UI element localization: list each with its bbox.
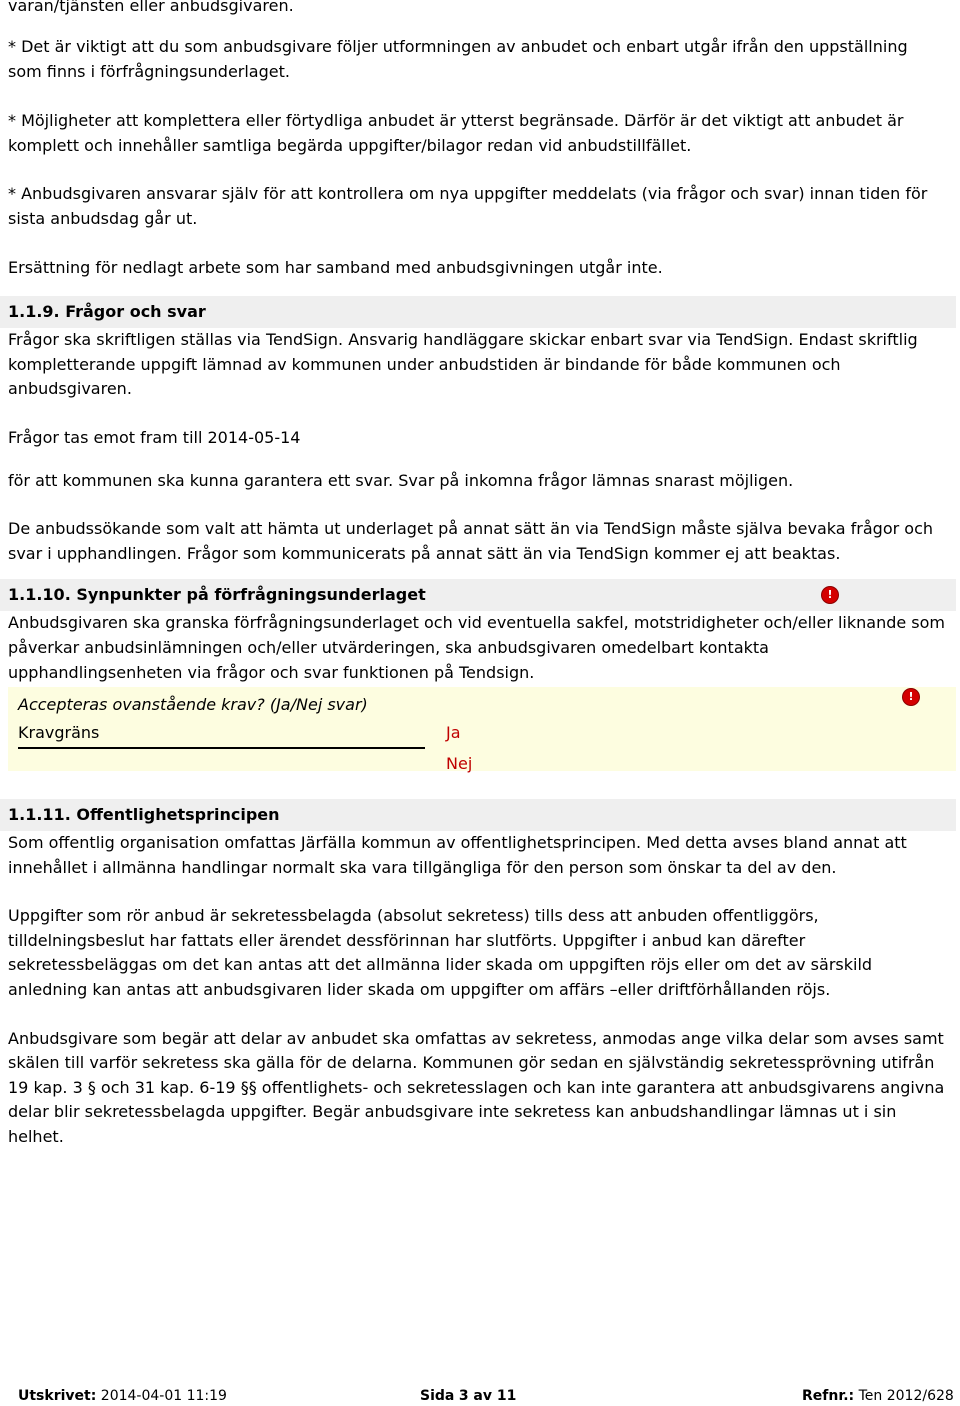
paragraph: Anbudsgivaren ska granska förfrågningsunderlaget och vid eventuella sakfel, motstridigheter och/eller liknande som påverkar anbudsinlämningen och/eller utvärderingen, ska anbudsgivaren omedelbart kontakta upphandlingsenheten via frågor och svar funktionen på Tendsign. <box>8 613 946 682</box>
question-text: Accepteras ovanstående krav? (Ja/Nej svar) <box>18 695 368 715</box>
paragraph: Ersättning för nedlagt arbete som har samband med anbudsgivningen utgår inte. <box>8 257 663 277</box>
page-label: Sida <box>420 1388 455 1404</box>
paragraph: * Möjligheter att komplettera eller förtydliga anbudet är ytterst begränsade. Därför är det viktigt att anbudet är komplett och innehåller samtliga begärda uppgifter/bilagor redan vid anbudstillfället. <box>8 111 904 155</box>
paragraph: Frågor tas emot fram till 2014-05-14 <box>8 427 301 447</box>
warning-icon: ! <box>903 689 919 705</box>
paragraph: * Anbudsgivaren ansvarar själv för att kontrollera om nya uppgifter meddelats (via frågor och svar) innan tiden för sista anbudsdag går ut. <box>8 184 928 228</box>
printed-date <box>18 1386 227 1406</box>
ref-value: Ten 2012/628 <box>858 1388 954 1404</box>
paragraph: varan/tjänsten eller anbudsgivaren. <box>8 0 294 15</box>
printed-value: 2014-04-01 11:19 <box>100 1388 227 1404</box>
warning-icon: ! <box>822 587 838 603</box>
section-heading-1-1-11 <box>0 799 956 831</box>
requirement-question-box <box>8 687 956 774</box>
page-number <box>420 1386 516 1406</box>
answer-line <box>18 747 425 749</box>
section-heading-text: 1.1.9. Frågor och svar <box>8 302 206 322</box>
paragraph: Som offentlig organisation omfattas Järfälla kommun av offentlighetsprincipen. Med detta avses bland annat att innehållet i allmänna handlingar normalt ska vara tillgängliga för den person som önskar ta del av den. <box>8 833 907 877</box>
page-footer <box>0 1386 960 1406</box>
requirement-label: Kravgräns <box>18 723 100 743</box>
ref-label: Refnr.: <box>802 1388 855 1404</box>
section-heading-text: 1.1.10. Synpunkter på förfrågningsunderlaget <box>8 585 426 605</box>
answer-option-no[interactable]: Nej <box>446 754 473 774</box>
section-heading-1-1-10 <box>0 579 956 611</box>
paragraph: Frågor ska skriftligen ställas via TendSign. Ansvarig handläggare skickar enbart svar via TendSign. Endast skriftlig kompletterande uppgift lämnad av kommunen under anbudstiden är bindande för både kommunen och anbudsgivaren. <box>8 330 918 399</box>
answer-option-yes[interactable]: Ja <box>446 723 461 743</box>
printed-label: Utskrivet: <box>18 1388 97 1404</box>
paragraph: De anbudssökande som valt att hämta ut underlaget på annat sätt än via TendSign måste själva bevaka frågor och svar i upphandlingen. Frågor som kommunicerats på annat sätt än via TendSign kommer ej att beaktas. <box>8 519 934 563</box>
section-heading-text: 1.1.11. Offentlighetsprincipen <box>8 805 280 825</box>
paragraph: * Det är viktigt att du som anbudsgivare följer utformningen av anbudet och enbart utgår ifrån den uppställning som finns i förfrågningsunderlaget. <box>8 37 908 81</box>
section-heading-1-1-9 <box>0 296 956 328</box>
reference-number <box>802 1386 954 1406</box>
paragraph: Anbudsgivare som begär att delar av anbudet ska omfattas av sekretess, anmodas ange vilka delar som avses samt skälen till varför sekretess ska gälla för de delarna. Kommunen gör sedan en självständig sekretessprövning utifrån 19 kap. 3 § och 31 kap. 6-19 §§ offentlighets- och sekretesslagen och kan inte garantera att anbudsgivarens angivna delar blir sekretessbelagda uppgifter. Begär anbudsgivare inte sekretess kan anbudshandlingar lämnas ut i sin helhet. <box>8 1028 945 1147</box>
paragraph: Uppgifter som rör anbud är sekretessbelagda (absolut sekretess) tills dess att anbuden offentliggörs, tilldelningsbeslut har fattats eller ärendet dessförinnan har slutförts. Uppgifter i anbud kan därefter sekretessbeläggas om det kan antas att det allmänna lider skada om uppgiften röjs eller om det av särskild anledning kan antas att anbudsgivaren lider skada om uppgifter om affärs –eller driftförhållanden röjs. <box>8 906 873 1000</box>
paragraph: för att kommunen ska kunna garantera ett svar. Svar på inkomna frågor lämnas snarast möjligen. <box>8 470 794 490</box>
page-value: 3 av 11 <box>458 1388 517 1404</box>
